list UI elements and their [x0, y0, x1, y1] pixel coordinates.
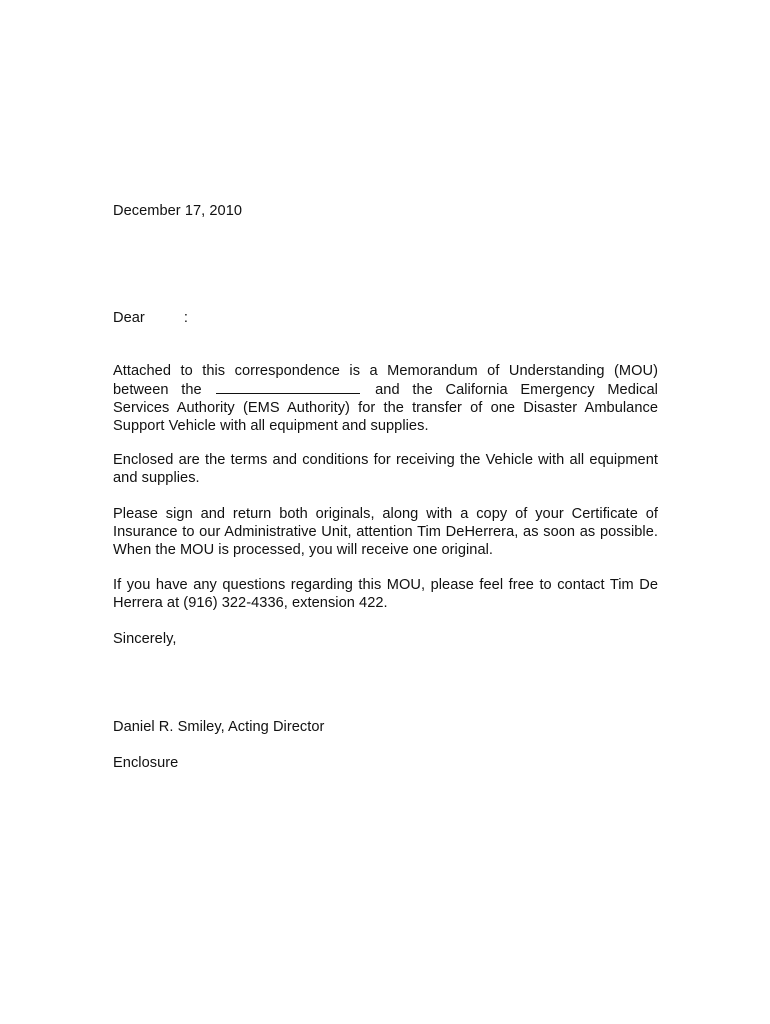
enclosure-note: Enclosure [113, 755, 179, 771]
salutation-punctuation: : [183, 310, 188, 326]
paragraph-terms: Enclosed are the terms and conditions for receiving the Vehicle with all equipment and supplies. [113, 452, 658, 486]
signature-line: Daniel R. Smiley, Acting Director [113, 719, 325, 735]
salutation-greeting: Dear [113, 310, 145, 326]
closing: Sincerely, [113, 631, 177, 647]
paragraph-1-part-2: and the California Emergency Medical Services Authority (EMS Authority) for the transfer of one Disaster Ambulance Support Vehicle with all equipment and supplies. [113, 382, 658, 434]
paragraph-mou-attachment [113, 362, 658, 435]
recipient-blank-line [216, 380, 360, 394]
paragraph-sign-return: Please sign and return both originals, along with a copy of your Certificate of Insurance to our Administrative Unit, attention Tim DeHerrera, as soon as possible. When the MOU is processed, you will receive one original. [113, 506, 658, 558]
salutation [113, 309, 658, 327]
paragraph-questions: If you have any questions regarding this MOU, please feel free to contact Tim De Herrera at (916) 322-4336, extension 422. [113, 577, 658, 611]
paragraph-1-part-1: Attached to this correspondence is a Memorandum of Understanding (MOU) between the [113, 363, 658, 398]
letter-date: December 17, 2010 [113, 203, 243, 219]
